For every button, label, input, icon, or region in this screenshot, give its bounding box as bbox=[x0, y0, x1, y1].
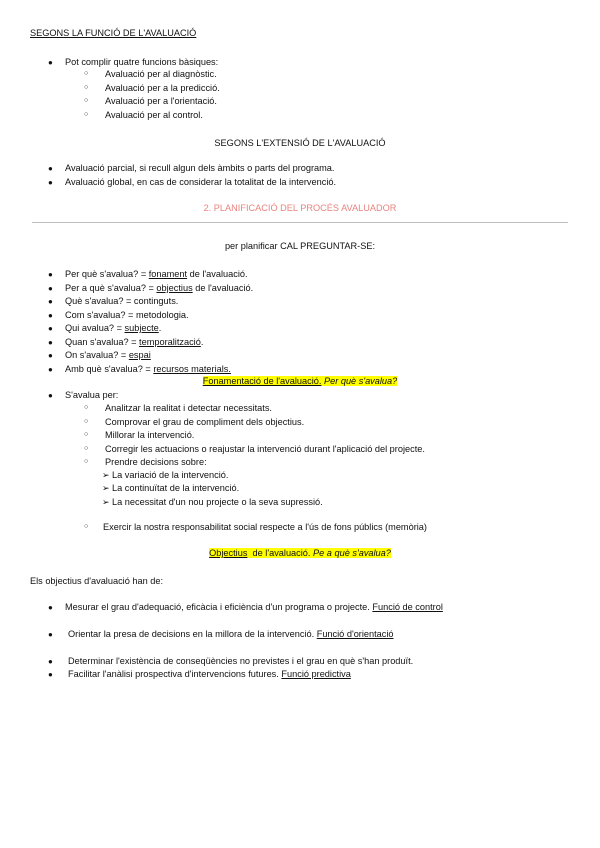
heading-extension: SEGONS L'EXTENSIÓ DE L'AVALUACIÓ bbox=[214, 138, 386, 148]
purpose-item: Comprovar el grau de compliment dels objectius. bbox=[105, 417, 305, 427]
function-item: Avaluació per al diagnòstic. bbox=[105, 69, 217, 79]
function-item: Avaluació per al control. bbox=[105, 110, 203, 120]
extension-item: Avaluació global, en cas de considerar la totalitat de la intervenció. bbox=[65, 177, 337, 187]
arrow-bullet: ➢ bbox=[102, 470, 110, 480]
circle-bullet: ○ bbox=[84, 84, 89, 91]
bullet: ● bbox=[48, 284, 53, 293]
extension-item: Avaluació parcial, si recull algun dels àmbits o parts del programa. bbox=[65, 163, 335, 173]
circle-bullet: ○ bbox=[84, 404, 89, 411]
decision-item: La variació de la intervenció. bbox=[112, 470, 229, 480]
bullet: ● bbox=[48, 391, 53, 400]
decision-item: La necessitat d'un nou projecte o la seva supressió. bbox=[112, 497, 323, 507]
circle-bullet: ○ bbox=[84, 431, 89, 438]
objectius-intro: Els objectius d'avaluació han de: bbox=[30, 576, 164, 586]
bullet: ● bbox=[48, 297, 53, 306]
section-divider bbox=[32, 222, 568, 223]
goal-item: Facilitar l'anàlisi prospectiva d'intervencions futures. Funció predictiva bbox=[68, 669, 351, 679]
circle-bullet: ○ bbox=[84, 445, 89, 452]
circle-bullet: ○ bbox=[84, 418, 89, 425]
bullet: ● bbox=[48, 603, 53, 612]
function-item: Avaluació per a la predicció. bbox=[105, 83, 220, 93]
bullet: ● bbox=[48, 270, 53, 279]
bullet: ● bbox=[48, 311, 53, 320]
functions-intro: Pot complir quatre funcions bàsiques: bbox=[65, 57, 219, 67]
circle-bullet: ○ bbox=[84, 97, 89, 104]
circle-bullet: ○ bbox=[84, 458, 89, 465]
bullet: ● bbox=[48, 164, 53, 173]
section-title: 2. PLANIFICACIÓ DEL PROCÉS AVALUADOR bbox=[203, 203, 397, 213]
decision-item: La continuïtat de la intervenció. bbox=[112, 483, 240, 493]
goal-item: Determinar l'existència de conseqüències no previstes i el grau en què s'han produït. bbox=[68, 656, 414, 666]
question-item: Qui avalua? = subjecte. bbox=[65, 323, 162, 333]
bullet: ● bbox=[48, 351, 53, 360]
avalua-per: S'avalua per: bbox=[65, 390, 119, 400]
question-item: Com s'avalua? = metodologia. bbox=[65, 310, 189, 320]
purpose-item: Millorar la intervenció. bbox=[105, 430, 195, 440]
purpose-item: Analitzar la realitat i detectar necessitats. bbox=[105, 403, 272, 413]
objectius-heading: Objectius de l'avaluació. Pe a què s'avalua? bbox=[209, 548, 391, 558]
bullet: ● bbox=[48, 670, 53, 679]
question-item: Per què s'avalua? = fonament de l'avaluació. bbox=[65, 269, 248, 279]
bullet: ● bbox=[48, 630, 53, 639]
purpose-item: Corregir les actuacions o reajustar la intervenció durant l'aplicació del projecte. bbox=[105, 444, 425, 454]
question-item: Què s'avalua? = continguts. bbox=[65, 296, 179, 306]
heading-function: SEGONS LA FUNCIÓ DE L'AVALUACIÓ bbox=[30, 28, 197, 38]
bullet: ● bbox=[48, 657, 53, 666]
arrow-bullet: ➢ bbox=[102, 483, 110, 493]
circle-bullet: ○ bbox=[84, 70, 89, 77]
question-item: Per a què s'avalua? = objectius de l'avaluació. bbox=[65, 283, 254, 293]
circle-bullet: ○ bbox=[84, 111, 89, 118]
function-item: Avaluació per a l'orientació. bbox=[105, 96, 217, 106]
bullet: ● bbox=[48, 338, 53, 347]
arrow-bullet: ➢ bbox=[102, 497, 110, 507]
bullet: ● bbox=[48, 365, 53, 374]
fonament-heading: Fonamentació de l'avaluació. Per què s'avalua? bbox=[202, 376, 398, 386]
bullet: ● bbox=[48, 58, 53, 67]
question-item: Amb què s'avalua? = recursos materials. bbox=[65, 364, 231, 374]
bullet: ● bbox=[48, 178, 53, 187]
ask-title: per planificar CAL PREGUNTAR-SE: bbox=[224, 241, 376, 251]
purpose-item: Prendre decisions sobre: bbox=[105, 457, 207, 467]
goal-item: Orientar la presa de decisions en la millora de la intervenció. Funció d'orientació bbox=[68, 629, 394, 639]
question-item: On s'avalua? = espai bbox=[65, 350, 151, 360]
responsibility-item: Exercir la nostra responsabilitat social respecte a l'ús de fons públics (memòria) bbox=[103, 522, 427, 532]
question-item: Quan s'avalua? = temporalització. bbox=[65, 337, 204, 347]
bullet: ● bbox=[48, 324, 53, 333]
circle-bullet: ○ bbox=[84, 523, 89, 530]
goal-item: Mesurar el grau d'adequació, eficàcia i eficiència d'un programa o projecte. Funció de control bbox=[65, 602, 443, 612]
